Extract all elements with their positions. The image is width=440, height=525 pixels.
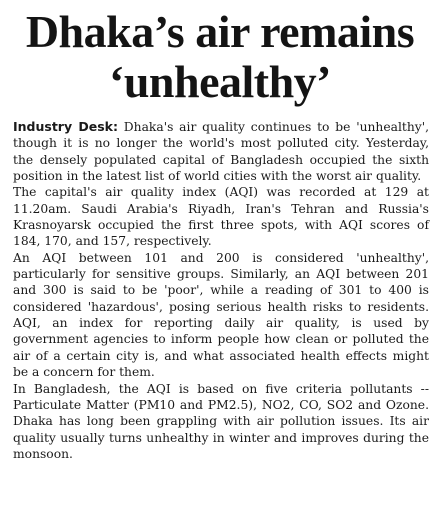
headline xyxy=(0,0,440,107)
paragraph-1 xyxy=(13,119,429,184)
paragraph-1-text: Dhaka's air quality continues to be 'unhealthy', though it is no longer the world's most polluted city. Yesterday, the densely populated capital of Bangladesh occupied the sixth position in the latest list of world cities with the worst air quality. xyxy=(13,120,429,184)
paragraph-2: The capital's air quality index (AQI) was recorded at 129 at 11.20am. Saudi Arabia's Riyadh, Iran's Tehran and Russia's Krasnoyarsk occupied the first three spots, with AQI scores of 184, 170, and 157, respectively. xyxy=(13,185,429,249)
headline-line-2: ‘unhealthy’ xyxy=(109,56,331,107)
paragraph-4: In Bangladesh, the AQI is based on five criteria pollutants -- Particulate Matter (PM10 and PM2.5), NO2, CO, SO2 and Ozone. Dhaka has long been grappling with air pollution issues. Its air quality usually turns unhealthy in winter and improves during the monsoon. xyxy=(13,381,429,461)
paragraph-3: An AQI between 101 and 200 is considered 'unhealthy', particularly for sensitive groups. Similarly, an AQI between 201 and 300 is said to be 'poor', while a reading of 301 to 400 is considered 'hazardous', posing serious health risks to residents. AQI, an index for reporting daily air quality, is used by government agencies to inform people how clean or polluted the air of a certain city is, and what associated health effects might be a concern for them. xyxy=(13,250,429,380)
headline-line-1: Dhaka’s air remains xyxy=(25,6,415,57)
byline: Industry Desk: xyxy=(13,119,118,134)
article-body xyxy=(13,119,429,462)
